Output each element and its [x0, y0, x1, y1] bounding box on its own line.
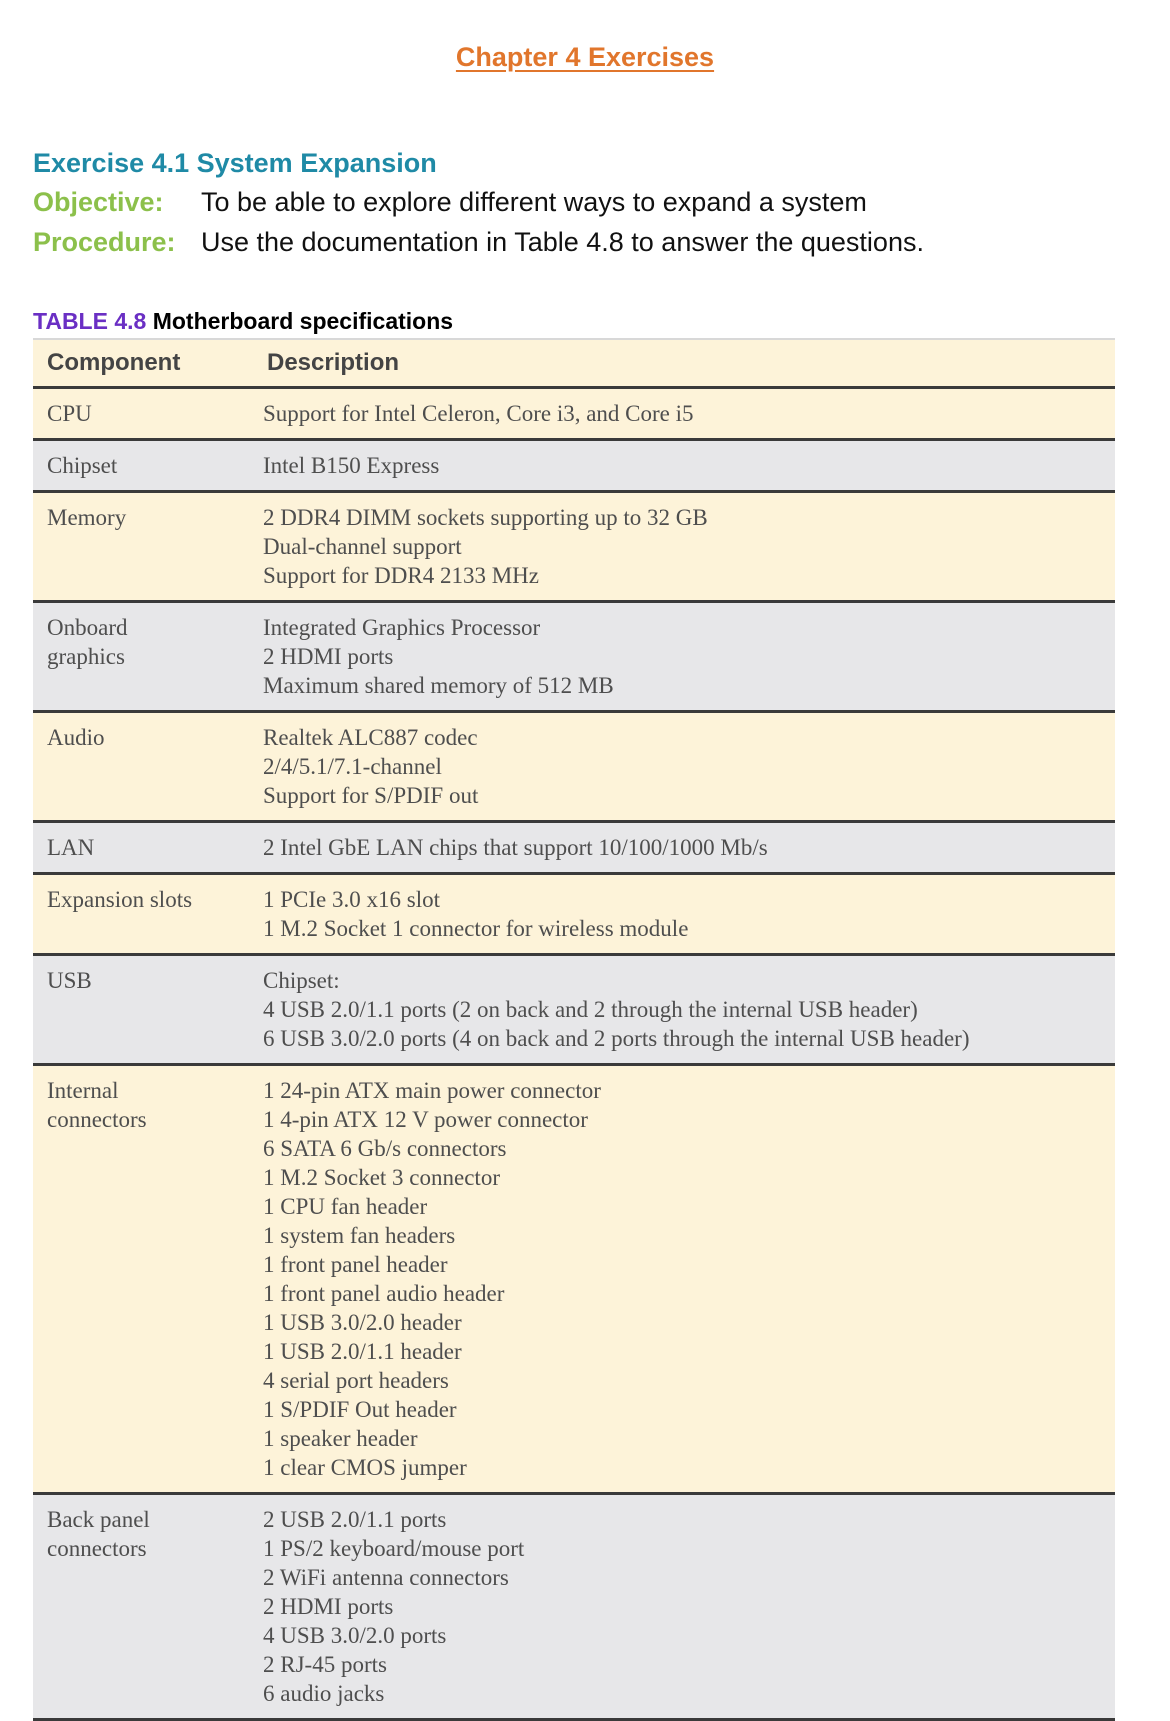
description-line: 2 Intel GbE LAN chips that support 10/100/1000 Mb/s	[263, 835, 768, 860]
component-cell	[33, 874, 253, 955]
table-row	[33, 1494, 1115, 1720]
table-row	[33, 492, 1115, 602]
description-line: Dual-channel support	[263, 534, 462, 559]
description-line: 4 serial port headers	[263, 1368, 449, 1393]
component-cell	[33, 440, 253, 492]
description-line: 6 USB 3.0/2.0 ports (4 on back and 2 ports through the internal USB header)	[263, 1026, 970, 1051]
table-header-row	[33, 339, 1115, 388]
description-line: Realtek ALC887 codec	[263, 725, 478, 750]
table-caption-text: Motherboard specifications	[152, 308, 454, 334]
component-text: CPU	[47, 401, 92, 426]
table-row	[33, 955, 1115, 1065]
description-line: 1 front panel audio header	[263, 1281, 505, 1306]
description-cell	[253, 388, 1115, 440]
description-cell	[253, 1065, 1115, 1494]
description-line: Support for S/PDIF out	[263, 783, 479, 808]
table-row	[33, 1065, 1115, 1494]
description-line: Support for DDR4 2133 MHz	[263, 563, 539, 588]
description-line: 1 S/PDIF Out header	[263, 1397, 457, 1422]
exercise-title: Exercise 4.1 System Expansion	[33, 148, 437, 178]
description-cell	[253, 440, 1115, 492]
component-cell	[33, 388, 253, 440]
component-cell	[33, 1494, 253, 1720]
component-cell	[33, 602, 253, 712]
description-line: Intel B150 Express	[263, 453, 440, 478]
description-line: 6 audio jacks	[263, 1681, 385, 1706]
description-line: 4 USB 3.0/2.0 ports	[263, 1623, 447, 1648]
description-cell	[253, 712, 1115, 822]
description-line: 2 USB 2.0/1.1 ports	[263, 1507, 447, 1532]
component-text: Back panel	[47, 1507, 150, 1532]
description-line: 1 speaker header	[263, 1426, 418, 1451]
description-line: 1 24-pin ATX main power connector	[263, 1078, 601, 1103]
table-row	[33, 822, 1115, 874]
component-text: Memory	[47, 505, 127, 530]
description-line: 2 HDMI ports	[263, 644, 394, 669]
component-cell	[33, 1065, 253, 1494]
component-text: Chipset	[47, 453, 118, 478]
procedure-label: Procedure:	[33, 227, 176, 257]
table-row	[33, 712, 1115, 822]
component-text: Audio	[47, 725, 105, 750]
description-line: 1 PS/2 keyboard/mouse port	[263, 1536, 525, 1561]
description-cell	[253, 602, 1115, 712]
description-line: Support for Intel Celeron, Core i3, and Core i5	[263, 401, 694, 426]
table-row	[33, 440, 1115, 492]
description-cell	[253, 955, 1115, 1065]
description-cell	[253, 1494, 1115, 1720]
header-description: Description	[253, 339, 1115, 388]
table-caption-label: TABLE 4.8	[33, 308, 147, 334]
description-line: 2 WiFi antenna connectors	[263, 1565, 509, 1590]
description-line: 1 M.2 Socket 3 connector	[263, 1165, 500, 1190]
component-cell	[33, 822, 253, 874]
description-line: 2 HDMI ports	[263, 1594, 394, 1619]
component-text: USB	[47, 968, 92, 993]
objective-label: Objective:	[33, 187, 164, 217]
component-text: graphics	[47, 644, 125, 669]
description-line: Integrated Graphics Processor	[263, 615, 541, 640]
table-row	[33, 388, 1115, 440]
description-cell	[253, 492, 1115, 602]
description-line: 1 system fan headers	[263, 1223, 456, 1248]
description-line: 1 PCIe 3.0 x16 slot	[263, 887, 440, 912]
component-cell	[33, 955, 253, 1065]
procedure-text: Use the documentation in Table 4.8 to answer the questions.	[201, 227, 924, 257]
description-line: Maximum shared memory of 512 MB	[263, 673, 614, 698]
component-text: connectors	[47, 1107, 147, 1132]
table-caption	[33, 308, 453, 335]
component-cell	[33, 712, 253, 822]
component-text: Internal	[47, 1078, 119, 1103]
description-line: 2/4/5.1/7.1-channel	[263, 754, 442, 779]
component-text: Expansion slots	[47, 887, 193, 912]
description-line: 2 RJ-45 ports	[263, 1652, 387, 1677]
description-line: 4 USB 2.0/1.1 ports (2 on back and 2 through the internal USB header)	[263, 997, 918, 1022]
description-line: 1 front panel header	[263, 1252, 448, 1277]
chapter-title: Chapter 4 Exercises	[455, 42, 715, 72]
description-line: 1 M.2 Socket 1 connector for wireless module	[263, 916, 689, 941]
objective-line	[33, 187, 867, 218]
description-cell	[253, 874, 1115, 955]
component-text: Onboard	[47, 615, 128, 640]
description-line: 6 SATA 6 Gb/s connectors	[263, 1136, 507, 1161]
description-line: 1 USB 3.0/2.0 header	[263, 1310, 462, 1335]
component-text: LAN	[47, 835, 95, 860]
description-line: 2 DDR4 DIMM sockets supporting up to 32 GB	[263, 505, 708, 530]
description-cell	[253, 822, 1115, 874]
description-line: 1 USB 2.0/1.1 header	[263, 1339, 462, 1364]
table-row	[33, 602, 1115, 712]
description-line: 1 CPU fan header	[263, 1194, 428, 1219]
objective-text: To be able to explore different ways to expand a system	[201, 187, 867, 217]
header-component: Component	[33, 339, 253, 388]
description-line: Chipset:	[263, 968, 340, 993]
table-row	[33, 874, 1115, 955]
spec-table	[33, 338, 1115, 1721]
description-line: 1 4-pin ATX 12 V power connector	[263, 1107, 588, 1132]
table-body	[33, 388, 1115, 1720]
component-cell	[33, 492, 253, 602]
procedure-line	[33, 227, 924, 258]
description-line: 1 clear CMOS jumper	[263, 1455, 467, 1480]
component-text: connectors	[47, 1536, 147, 1561]
